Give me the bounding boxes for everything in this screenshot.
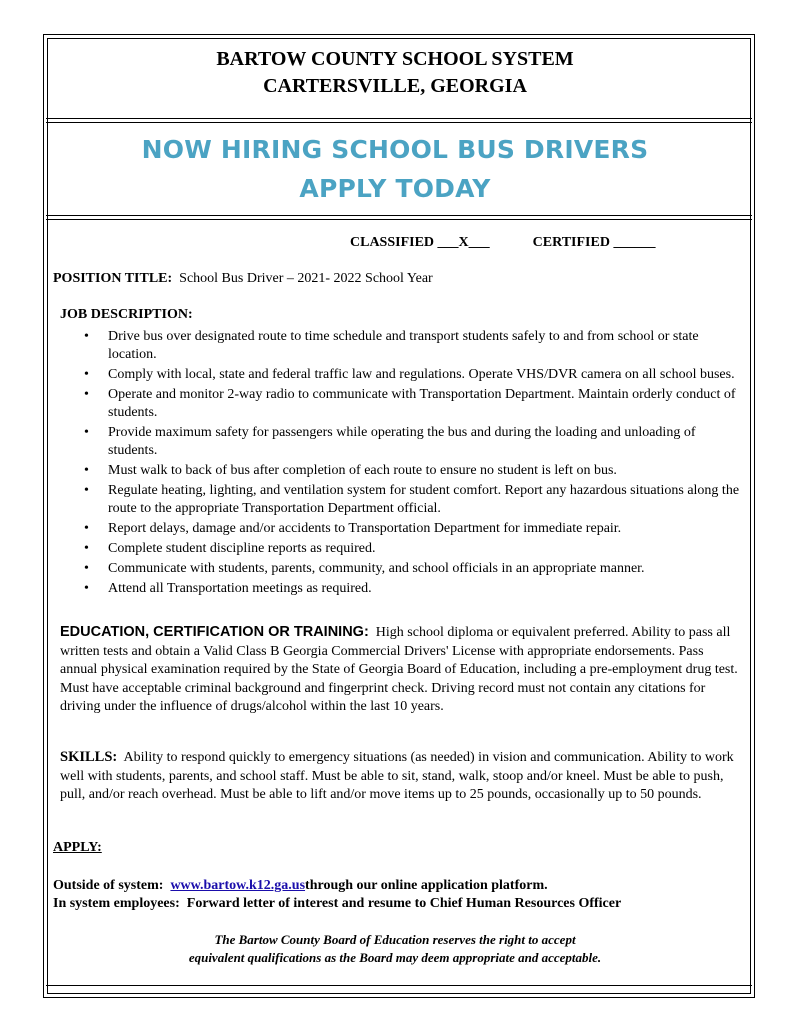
position-title-label: POSITION TITLE: [53,271,173,286]
outside-label: Outside of system: [53,878,164,893]
education-label: EDUCATION, CERTIFICATION OR TRAINING: [60,624,369,640]
skills-label: SKILLS: [60,749,118,765]
footer-line-2: equivalent qualifications as the Board may deem appropriate and acceptable. [188,950,602,965]
apply-inside-line [53,895,621,913]
list-item: • Attend all Transportation meetings as required. [84,581,372,596]
apply-outside-line [53,877,548,895]
list-item: • Operate and monitor 2-way radio to communicate with Transportation Department. Maintain orderly conduct of students. [84,387,736,420]
education-paragraph [60,623,742,717]
bullet-icon: • [84,463,89,478]
inside-text: Forward letter of interest and resume to Chief Human Resources Officer [186,896,622,911]
divider [46,122,752,123]
bullet-icon: • [84,483,89,498]
classified-value: ___X___ [437,235,490,250]
position-title-value: School Bus Driver – 2021- 2022 School Year [179,271,433,286]
list-item: • Comply with local, state and federal traffic law and regulations. Operate VHS/DVR camera on all school buses. [84,367,735,382]
bullet-icon: • [84,561,89,576]
bullet-icon: • [84,425,89,440]
apply-today-banner: APPLY TODAY [299,174,491,203]
inside-label: In system employees: [53,896,180,911]
header-subtitle: CARTERSVILLE, GEORGIA [263,75,527,97]
list-item: • Must walk to back of bus after completion of each route to ensure no student is left on bus. [84,463,617,478]
list-item: • Regulate heating, lighting, and ventilation system for student comfort. Report any hazardous situations along the route to the appropriate Transportation Department official. [84,483,740,516]
position-title [53,270,433,288]
header-title: BARTOW COUNTY SCHOOL SYSTEM [216,48,574,70]
list-item: • Drive bus over designated route to time schedule and transport students safely to and from school or state location. [84,329,699,362]
skills-paragraph [60,748,742,805]
bullet-icon: • [84,581,89,596]
certified-value: ______ [613,235,656,250]
list-item: • Complete student discipline reports as required. [84,541,376,556]
divider [46,118,752,119]
bullet-icon: • [84,367,89,382]
bullet-icon: • [84,329,89,344]
skills-text: Ability to respond quickly to emergency situations (as needed) in vision and communication. Ability to work well with students, parents, and school staff. Must be able to sit, stand, walk, stoop and/or kneel. Must be able to push, pull, and/or reach overhead. Must be able to lift and/or move items up to 25 pounds, occasionally up to 50 pounds. [60,750,734,802]
divider [46,215,752,216]
bartow-website-link[interactable]: www.bartow.k12.ga.us [170,878,306,893]
divider [46,985,752,986]
divider [46,219,752,220]
bullet-icon: • [84,541,89,556]
footer-line-1: The Bartow County Board of Education reserves the right to accept [214,932,576,947]
bullet-icon: • [84,387,89,402]
classification-line [350,234,655,252]
job-description-list [62,328,742,600]
job-description-heading: JOB DESCRIPTION: [60,307,193,322]
hiring-banner: NOW HIRING SCHOOL BUS DRIVERS [141,135,649,164]
education-text: High school diploma or equivalent preferred. Ability to pass all written tests and obtain a Valid Class B Georgia Commercial Drivers' License with appropriate endorsements. Pass annual physical examination required by the State of Georgia Board of Education, including a pre-employment drug test. Must have acceptable criminal background and fingerprint check. Driving record must not contain any citations for driving under the influence of drugs/alcohol within the last 10 years. [60,625,738,714]
list-item: • Report delays, damage and/or accidents to Transportation Department for immediate repair. [84,521,622,536]
classified-label: CLASSIFIED [350,235,435,250]
outside-rest: through our online application platform. [305,878,548,893]
bullet-icon: • [84,521,89,536]
list-item: • Communicate with students, parents, community, and school officials in an appropriate manner. [84,561,645,576]
apply-heading: APPLY: [53,840,102,855]
list-item: • Provide maximum safety for passengers while operating the bus and during the loading and unloading of students. [84,425,696,458]
certified-label: CERTIFIED [532,235,610,250]
